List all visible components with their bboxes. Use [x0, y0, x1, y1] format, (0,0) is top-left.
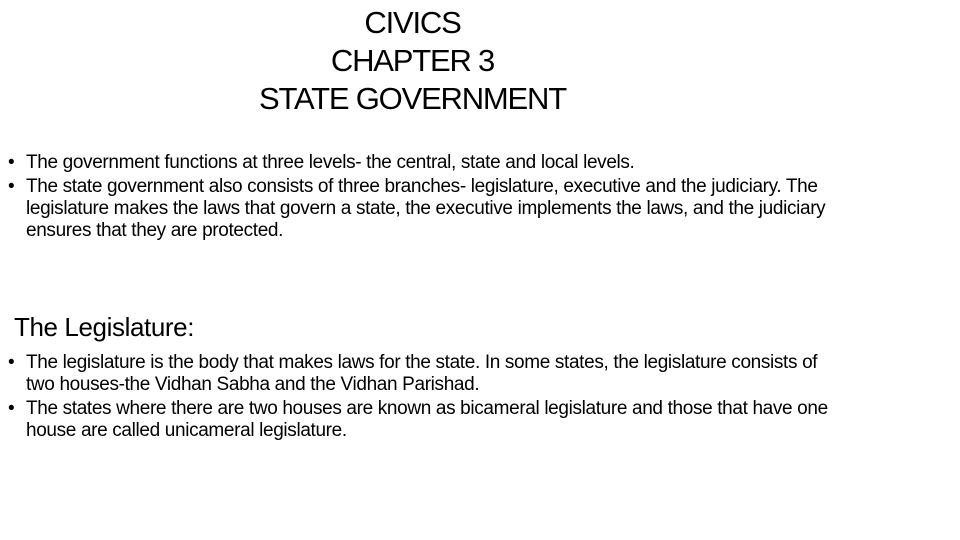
- bullet-text: The legislature is the body that makes laws for the state. In some states, the legislature consists of two houses-the Vidhan Sabha and the Vidhan Parishad.: [26, 352, 818, 395]
- legislature-bullet-list: [8, 352, 828, 444]
- bullet-icon: •: [8, 176, 15, 197]
- bullet-item: [8, 176, 838, 242]
- bullet-text: The state government also consists of three branches- legislature, executive and the judiciary. The legislature makes the laws that govern a state, the executive implements the laws, and the judiciary ensures that they are protected.: [26, 176, 826, 241]
- title-line-topic: STATE GOVERNMENT: [259, 81, 566, 116]
- slide-title: [200, 4, 625, 118]
- section-heading-legislature: The Legislature:: [14, 312, 195, 342]
- bullet-item: [8, 398, 828, 442]
- bullet-text: The government functions at three levels- the central, state and local levels.: [26, 152, 635, 173]
- bullet-icon: •: [8, 152, 15, 173]
- bullet-icon: •: [8, 398, 15, 419]
- intro-bullet-list: [8, 152, 838, 244]
- title-line-subject: CIVICS: [364, 5, 461, 40]
- bullet-item: [8, 152, 838, 174]
- bullet-item: [8, 352, 828, 396]
- bullet-icon: •: [8, 352, 15, 373]
- bullet-text: The states where there are two houses are known as bicameral legislature and those that have one house are called unicameral legislature.: [26, 398, 828, 441]
- title-line-chapter: CHAPTER 3: [330, 43, 495, 78]
